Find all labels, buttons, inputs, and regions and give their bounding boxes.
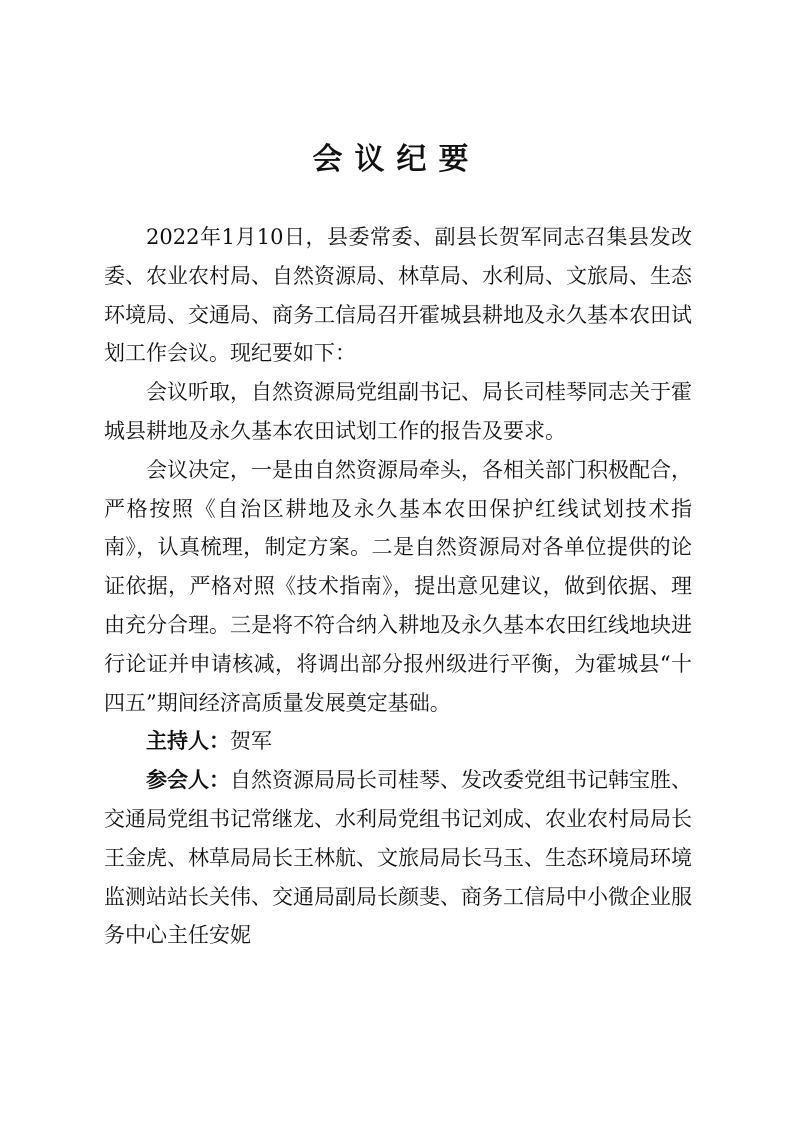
paragraph-report: 会议听取，自然资源局党组副书记、局长司桂琴同志关于霍城县耕地及永久基本农田试划工作的报告及要求。 <box>104 380 692 443</box>
host-line <box>104 722 692 761</box>
participants-list: 自然资源局局长司桂琴、发改委党组书记韩宝胜、交通局党组书记常继龙、水利局党组书记刘成、农业农村局局长王金虎、林草局局长王林航、文旅局局长马玉、生态环境局环境监测站站长关伟、交通局副局长颜斐、商务工信局中小微企业服务中心主任安妮 <box>104 768 692 948</box>
participants-line <box>104 761 692 955</box>
host-name: 贺军 <box>230 729 272 754</box>
host-label: 主持人： <box>146 729 230 754</box>
document-body <box>104 218 692 955</box>
paragraph-decision: 会议决定，一是由自然资源局牵头，各相关部门积极配合，严格按照《自治区耕地及永久基本农田保护红线试划技术指南》，认真梳理，制定方案。二是自然资源局对各单位提供的论证依据，严格对照《技术指南》，提出意见建议，做到依据、理由充分合理。三是将不符合纳入耕地及永久基本农田红线地块进行论证并申请核减，将调出部分报州级进行平衡，为霍城县“十四五”期间经济高质量发展奠定基础。 <box>104 457 692 715</box>
paragraph-meeting-intro: 2022年1月10日，县委常委、副县长贺军同志召集县发改委、农业农村局、自然资源局、林草局、水利局、文旅局、生态环境局、交通局、商务工信局召开霍城县耕地及永久基本农田试划工作会议。现纪要如下： <box>104 225 692 366</box>
participants-label: 参会人： <box>146 768 230 793</box>
document-title: 会议纪要 <box>312 142 481 177</box>
